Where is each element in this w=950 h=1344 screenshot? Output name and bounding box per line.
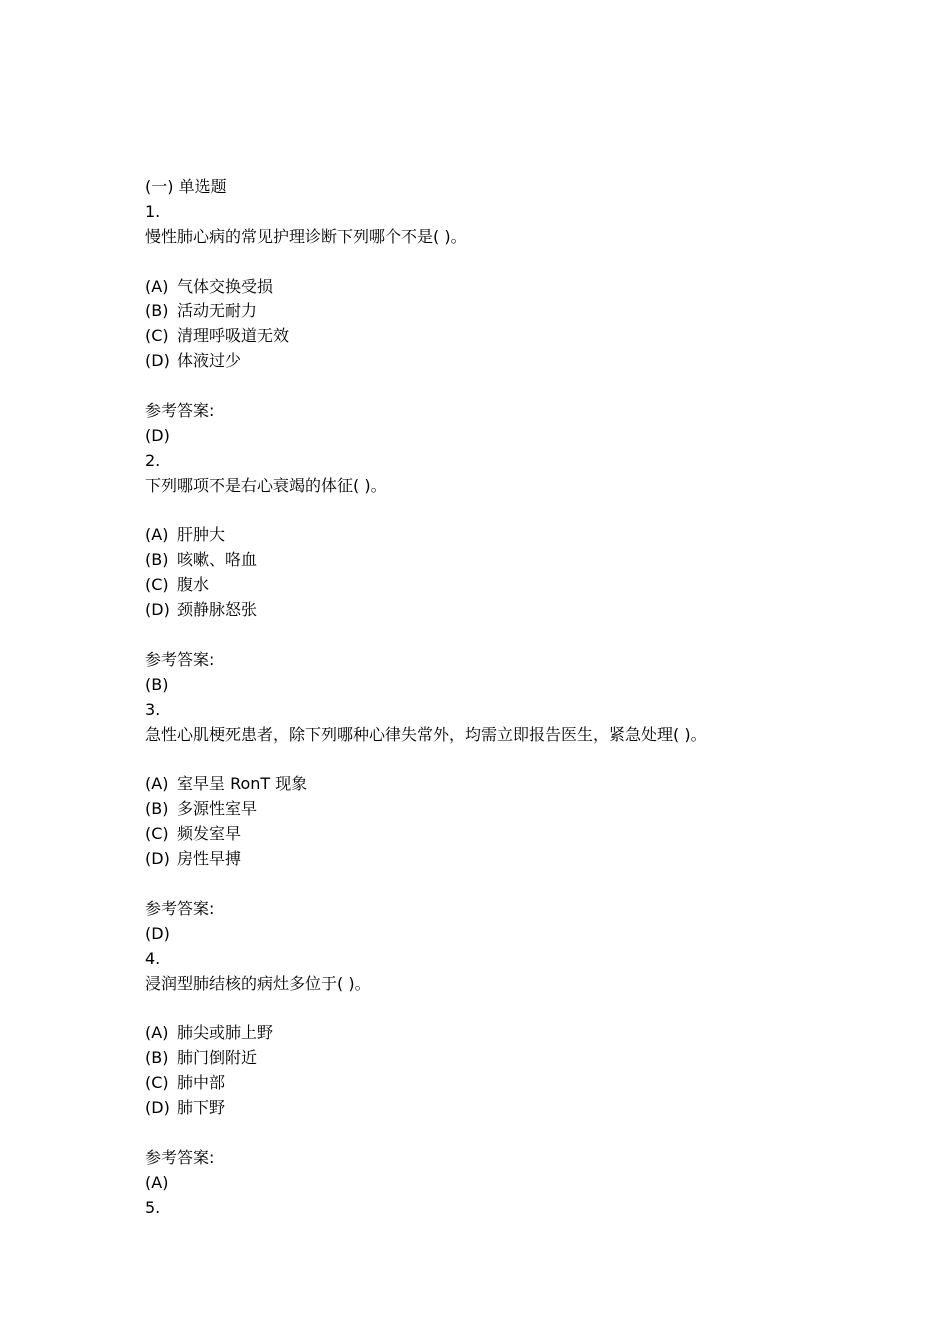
option-letter: (B) [145, 799, 169, 819]
option-text: 室早呈 RonT 现象 [177, 774, 308, 794]
option-text: 气体交换受损 [177, 276, 274, 296]
question-number-next: 5. [145, 1197, 161, 1217]
option-c [145, 1071, 905, 1096]
option-letter: (B) [145, 550, 169, 570]
answer-value: (A) [145, 1172, 169, 1192]
question-2 [145, 449, 905, 698]
option-b [145, 299, 905, 324]
option-letter: (A) [145, 774, 169, 794]
option-text: 肺门倒附近 [177, 1048, 258, 1068]
option-letter: (A) [145, 525, 169, 545]
question-number: 4. [145, 948, 161, 968]
question-number: 2. [145, 450, 161, 470]
option-text: 房性早搏 [177, 849, 242, 869]
option-text: 清理呼吸道无效 [177, 326, 290, 346]
option-letter: (C) [145, 824, 169, 844]
option-a [145, 1021, 905, 1046]
answer-label: 参考答案: [145, 649, 215, 669]
question-stem: 浸润型肺结核的病灶多位于( )。 [145, 973, 371, 993]
question-3 [145, 698, 905, 947]
option-text: 体液过少 [177, 351, 242, 371]
option-letter: (C) [145, 575, 169, 595]
option-b [145, 797, 905, 822]
option-c [145, 822, 905, 847]
question-stem: 急性心肌梗死患者，除下列哪种心律失常外，均需立即报告医生，紧急处理( )。 [145, 724, 707, 744]
option-d [145, 349, 905, 374]
option-text: 肝肿大 [177, 525, 226, 545]
option-letter: (A) [145, 1023, 169, 1043]
option-d [145, 1096, 905, 1121]
option-text: 咳嗽、咯血 [177, 550, 258, 570]
option-letter: (A) [145, 276, 169, 296]
option-text: 肺尖或肺上野 [177, 1023, 274, 1043]
section-title: (一) 单选题 [145, 177, 227, 196]
option-text: 频发室早 [177, 824, 242, 844]
option-b [145, 1046, 905, 1071]
option-text: 肺中部 [177, 1073, 226, 1093]
question-stem: 下列哪项不是右心衰竭的体征( )。 [145, 475, 387, 495]
option-letter: (C) [145, 1073, 169, 1093]
document-page [145, 175, 905, 1220]
answer-label: 参考答案: [145, 898, 215, 918]
option-letter: (B) [145, 301, 169, 321]
question-number: 3. [145, 699, 161, 719]
option-text: 多源性室早 [177, 799, 258, 819]
question-1 [145, 200, 905, 449]
option-a [145, 523, 905, 548]
question-number: 1. [145, 201, 161, 221]
answer-label: 参考答案: [145, 401, 215, 421]
option-letter: (D) [145, 600, 170, 620]
option-letter: (D) [145, 351, 170, 371]
answer-value: (D) [145, 425, 170, 445]
answer-label: 参考答案: [145, 1147, 215, 1167]
question-4 [145, 947, 905, 1196]
question-stem: 慢性肺心病的常见护理诊断下列哪个不是( )。 [145, 226, 467, 246]
option-letter: (B) [145, 1048, 169, 1068]
option-text: 肺下野 [177, 1097, 226, 1117]
option-letter: (D) [145, 1097, 170, 1117]
answer-value: (B) [145, 674, 169, 694]
option-d [145, 598, 905, 623]
answer-value: (D) [145, 923, 170, 943]
option-text: 颈静脉怒张 [177, 600, 258, 620]
option-letter: (C) [145, 326, 169, 346]
option-a [145, 275, 905, 300]
option-c [145, 324, 905, 349]
option-text: 活动无耐力 [177, 301, 258, 321]
option-b [145, 548, 905, 573]
option-letter: (D) [145, 849, 170, 869]
option-d [145, 847, 905, 872]
option-c [145, 573, 905, 598]
option-a [145, 772, 905, 797]
option-text: 腹水 [177, 575, 210, 595]
